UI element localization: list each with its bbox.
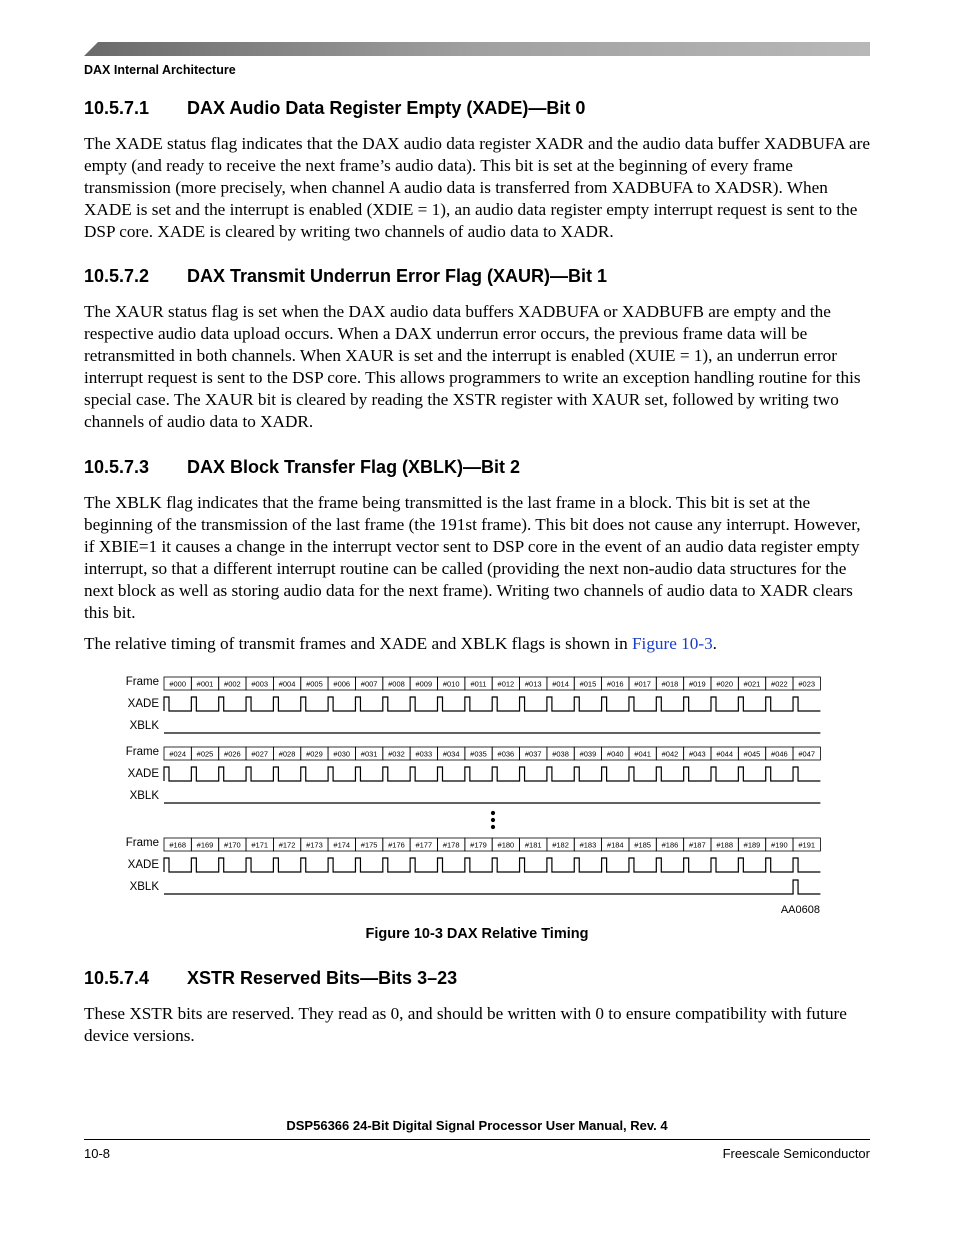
frame-number-label: #029 bbox=[306, 749, 323, 759]
frame-number-label: #176 bbox=[388, 840, 405, 850]
frame-number-label: #001 bbox=[196, 679, 214, 689]
frame-number-label: #010 bbox=[442, 679, 460, 689]
frame-number-label: #012 bbox=[497, 679, 515, 689]
frame-number-label: #035 bbox=[470, 749, 487, 759]
frame-number-label: #033 bbox=[415, 749, 433, 759]
xade-label: XADE bbox=[127, 768, 159, 780]
frame-number-label: #168 bbox=[169, 840, 187, 850]
ellipsis-dot bbox=[491, 811, 495, 815]
frame-number-label: #041 bbox=[634, 749, 651, 759]
xade-waveform bbox=[164, 697, 820, 711]
frame-number-label: #173 bbox=[306, 840, 323, 850]
timing-diagram bbox=[110, 668, 830, 920]
frame-number-label: #008 bbox=[388, 679, 405, 689]
frame-number-label: #003 bbox=[251, 679, 269, 689]
section-number: 10.5.7.4 bbox=[84, 968, 150, 988]
frame-number-label: #175 bbox=[360, 840, 378, 850]
frame-number-label: #187 bbox=[688, 840, 706, 850]
footer-divider bbox=[84, 1139, 870, 1140]
frame-number-label: #171 bbox=[251, 840, 269, 850]
frame-number-label: #179 bbox=[470, 840, 487, 850]
frame-number-label: #190 bbox=[771, 840, 788, 850]
frame-number-label: #016 bbox=[606, 679, 624, 689]
frame-number-label: #037 bbox=[524, 749, 542, 759]
running-header: DAX Internal Architecture bbox=[84, 63, 236, 77]
paragraph: The XADE status flag indicates that the DAX audio data register XADR and the audio data buffer XADBUFA are empty (and ready to receive the next frame’s audio data). This bit is set at the beginning of every frame transmission (more precisely, when channel A audio data is transferred from XADBUFA to XADSR). When XADE is set and the interrupt is enabled (XDIE = 1), an audio data register empty interrupt request is sent to the DSP core. XADE is cleared by writing two channels of audio data to XADR. bbox=[84, 134, 870, 241]
xade-waveform bbox=[164, 767, 820, 781]
xblk-label: XBLK bbox=[129, 881, 159, 893]
section-body-reserved bbox=[84, 1003, 874, 1047]
frame-number-label: #031 bbox=[360, 749, 378, 759]
xblk-waveform bbox=[164, 880, 820, 894]
section-title: DAX Transmit Underrun Error Flag (XAUR)—Bit 1 bbox=[187, 266, 608, 286]
section-number: 10.5.7.1 bbox=[84, 98, 150, 118]
frame-number-label: #188 bbox=[716, 840, 734, 850]
section-body-xblk bbox=[84, 492, 874, 624]
frame-number-label: #038 bbox=[552, 749, 569, 759]
section-title: DAX Audio Data Register Empty (XADE)—Bit 0 bbox=[187, 98, 586, 118]
frame-number-label: #026 bbox=[224, 749, 241, 759]
xade-waveform bbox=[164, 858, 820, 872]
frame-number-label: #000 bbox=[169, 679, 187, 689]
frame-number-label: #027 bbox=[251, 749, 269, 759]
figure-ref-text: The relative timing of transmit frames and XADE and XBLK flags is shown in bbox=[84, 634, 632, 653]
frame-number-label: #184 bbox=[606, 840, 624, 850]
frame-number-label: #042 bbox=[661, 749, 679, 759]
xade-label: XADE bbox=[127, 698, 159, 710]
figure-id-label: AA0608 bbox=[780, 904, 820, 916]
frame-number-label: #186 bbox=[661, 840, 679, 850]
header-bar bbox=[84, 42, 870, 56]
paragraph: These XSTR bits are reserved. They read as 0, and should be written with 0 to ensure compatibility with future device versions. bbox=[84, 1004, 847, 1045]
frame-number-label: #005 bbox=[306, 679, 323, 689]
section-heading-xblk bbox=[84, 457, 520, 478]
figure-ref-suffix: . bbox=[712, 634, 717, 653]
frame-number-label: #004 bbox=[278, 679, 296, 689]
frame-number-label: #174 bbox=[333, 840, 351, 850]
frame-number-label: #185 bbox=[634, 840, 651, 850]
frame-number-label: #014 bbox=[552, 679, 569, 689]
figure-caption: Figure 10-3 DAX Relative Timing bbox=[365, 926, 589, 942]
xblk-label: XBLK bbox=[129, 790, 159, 802]
frame-number-label: #030 bbox=[333, 749, 351, 759]
frame-number-label: #183 bbox=[579, 840, 597, 850]
frame-number-label: #025 bbox=[196, 749, 214, 759]
frame-number-label: #018 bbox=[661, 679, 679, 689]
section-number: 10.5.7.2 bbox=[84, 266, 150, 286]
frame-label: Frame bbox=[125, 746, 159, 758]
paragraph: The XBLK flag indicates that the frame being transmitted is the last frame in a block. This bit is set at the beginning of the transmission of the last frame (the 191st frame). This bit does not cause any interrupt. However, if XBIE=1 it causes a change in the interrupt vector sent to DSP core in the event of an audio data register empty interrupt, so that a different interrupt routine can be called (providing the next non-audio data structures for the next block as well as storing audio data for the next frame). Writing two channels of audio data to XADR clears this bit. bbox=[84, 493, 861, 622]
figure-link[interactable]: Figure 10-3 bbox=[631, 634, 713, 653]
frame-number-label: #015 bbox=[579, 679, 597, 689]
footer-title: DSP56366 24-Bit Digital Signal Processor User Manual, Rev. 4 bbox=[286, 1118, 668, 1133]
frame-number-label: #007 bbox=[360, 679, 378, 689]
frame-number-label: #170 bbox=[224, 840, 241, 850]
frame-number-label: #046 bbox=[771, 749, 788, 759]
frame-label: Frame bbox=[125, 837, 159, 849]
frame-number-label: #028 bbox=[278, 749, 296, 759]
frame-number-label: #002 bbox=[224, 679, 241, 689]
frame-number-label: #023 bbox=[798, 679, 816, 689]
frame-number-label: #013 bbox=[524, 679, 542, 689]
frame-number-label: #020 bbox=[716, 679, 734, 689]
frame-number-label: #180 bbox=[497, 840, 515, 850]
frame-number-label: #017 bbox=[634, 679, 651, 689]
xblk-label: XBLK bbox=[129, 720, 159, 732]
frame-number-label: #036 bbox=[497, 749, 515, 759]
frame-number-label: #172 bbox=[278, 840, 296, 850]
frame-number-label: #191 bbox=[798, 840, 816, 850]
ellipsis-dot bbox=[491, 825, 495, 829]
frame-number-label: #019 bbox=[688, 679, 706, 689]
page-number: 10-8 bbox=[84, 1146, 111, 1161]
frame-label: Frame bbox=[125, 676, 159, 688]
section-heading-xade bbox=[84, 98, 585, 119]
section-heading-xaur bbox=[84, 266, 607, 287]
frame-number-label: #009 bbox=[415, 679, 433, 689]
frame-number-label: #181 bbox=[524, 840, 542, 850]
frame-number-label: #045 bbox=[743, 749, 761, 759]
frame-number-label: #006 bbox=[333, 679, 351, 689]
frame-number-label: #178 bbox=[442, 840, 460, 850]
frame-number-label: #182 bbox=[552, 840, 569, 850]
frame-number-label: #032 bbox=[388, 749, 405, 759]
paragraph: The XAUR status flag is set when the DAX audio data buffers XADBUFA or XADBUFB are empty and the respective audio data upload occurs. When a DAX underrun error occurs, the previous frame data will be retransmitted in both channels. When XAUR is set and the interrupt is enabled (XUIE = 1), an underrun error interrupt request is sent to the DSP core. This allows programmers to write an exception handling routine for this special case. The XAUR bit is cleared by reading the XSTR register with XAUR set, followed by writing two channels of audio data to XADR. bbox=[84, 302, 861, 431]
frame-number-label: #039 bbox=[579, 749, 597, 759]
footer-company: Freescale Semiconductor bbox=[722, 1146, 870, 1161]
frame-number-label: #040 bbox=[606, 749, 624, 759]
frame-number-label: #022 bbox=[771, 679, 788, 689]
ellipsis-dot bbox=[491, 818, 495, 822]
frame-number-label: #177 bbox=[415, 840, 433, 850]
frame-number-label: #044 bbox=[716, 749, 734, 759]
figure-reference-paragraph bbox=[84, 633, 874, 655]
xade-label: XADE bbox=[127, 859, 159, 871]
frame-number-label: #047 bbox=[798, 749, 816, 759]
frame-number-label: #011 bbox=[470, 679, 487, 689]
section-title: XSTR Reserved Bits—Bits 3–23 bbox=[187, 968, 458, 988]
frame-number-label: #034 bbox=[442, 749, 460, 759]
frame-number-label: #169 bbox=[196, 840, 214, 850]
section-number: 10.5.7.3 bbox=[84, 457, 150, 477]
frame-number-label: #043 bbox=[688, 749, 706, 759]
section-title: DAX Block Transfer Flag (XBLK)—Bit 2 bbox=[187, 457, 521, 477]
frame-number-label: #189 bbox=[743, 840, 761, 850]
frame-number-label: #021 bbox=[743, 679, 761, 689]
section-body-xade bbox=[84, 133, 874, 243]
section-body-xaur bbox=[84, 301, 874, 433]
section-heading-reserved bbox=[84, 968, 457, 989]
frame-number-label: #024 bbox=[169, 749, 187, 759]
